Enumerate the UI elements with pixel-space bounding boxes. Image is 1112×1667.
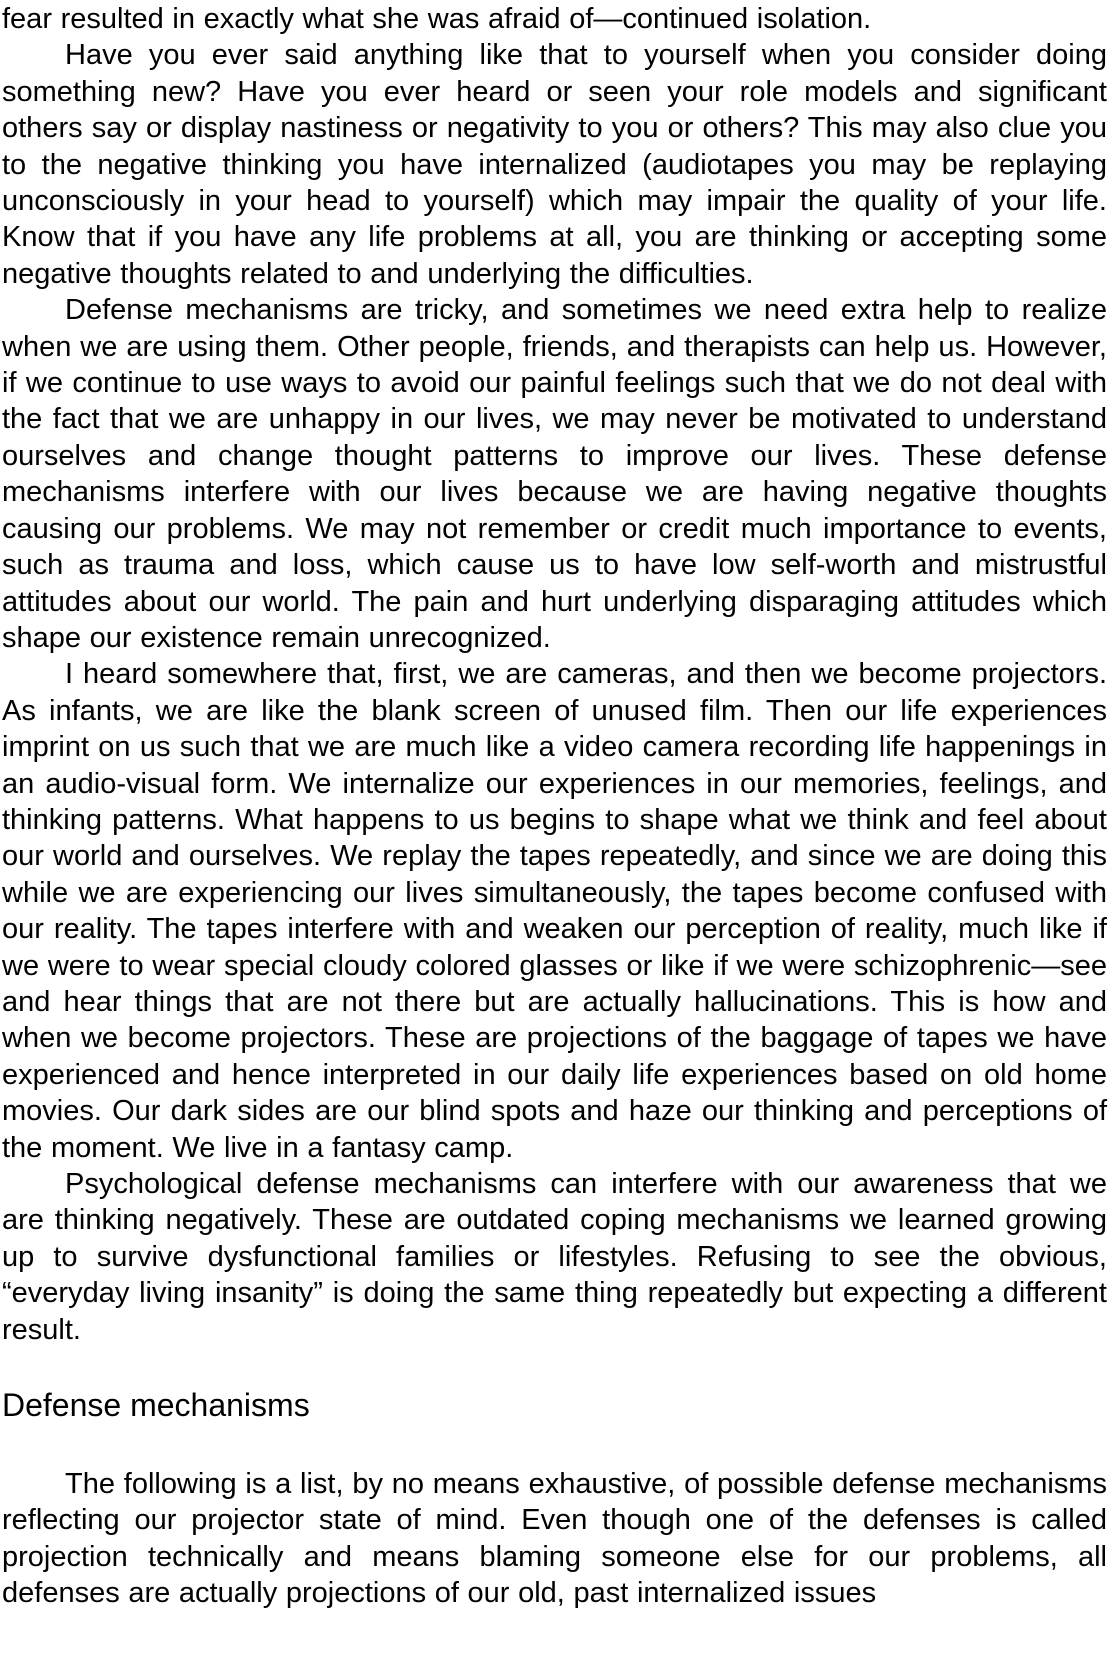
paragraph: Psychological defense mechanisms can interfere with our awareness that we are thinking negatively. These are outdated coping mechanisms we learned growing up to survive dysfunctional families or lifestyles. Refusing to see the obvious, “everyday living insanity” is doing the same thing repeatedly but expecting a different result. (2, 1168, 1107, 1346)
paragraph: Have you ever said anything like that to yourself when you consider doing something new? Have you ever heard or seen your role models and significant others say or display nastiness or negativity to you or others? This may also clue you to the negative thinking you have internalized (audiotapes you may be replaying unconsciously in your head to yourself) which may impair the quality of your life. Know that if you have any life problems at all, you are thinking or accepting some negative thoughts related to and underlying the difficulties. (2, 39, 1107, 290)
paragraph: I heard somewhere that, first, we are cameras, and then we become projectors. As infants, we are like the blank screen of unused film. Then our life experiences imprint on us such that we are much like a video camera recording life happenings in an audio-visual form. We internalize our experiences in our memories, feelings, and thinking patterns. What happens to us begins to shape what we think and feel about our world and ourselves. We replay the tapes repeatedly, and since we are doing this while we are experiencing our lives simultaneously, the tapes become confused with our reality. The tapes interfere with and weaken our perception of reality, much like if we were to wear special cloudy colored glasses or like if we were schizophrenic—see and hear things that are not there but are actually hallucinations. This is how and when we become projectors. These are projections of the baggage of tapes we have experienced and hence interpreted in our daily life experiences based on old home movies. Our dark sides are our blind spots and haze our thinking and perceptions of the moment. We live in a fantasy camp. (2, 658, 1107, 1164)
paragraph: The following is a list, by no means exhaustive, of possible defense mechanisms reflecting our projector state of mind. Even though one of the defenses is called projection technically and means blaming someone else for our problems, all defenses are actually projections of our old, past internalized issues (2, 1468, 1107, 1610)
section-heading: Defense mechanisms (2, 1387, 310, 1424)
paragraph-fragment-top: fear resulted in exactly what she was afraid of—continued isolation. (2, 3, 872, 35)
paragraph: Defense mechanisms are tricky, and sometimes we need extra help to realize when we are using them. Other people, friends, and therapists can help us. However, if we continue to use ways to avoid our painful feelings such that we do not deal with the fact that we are unhappy in our lives, we may never be motivated to understand ourselves and change thought patterns to improve our lives. These defense mechanisms interfere with our lives because we are having negative thoughts causing our problems. We may not remember or credit much importance to events, such as trauma and loss, which cause us to have low self-worth and mistrustful attitudes about our world. The pain and hurt underlying disparaging attitudes which shape our existence remain unrecognized. (2, 294, 1107, 654)
